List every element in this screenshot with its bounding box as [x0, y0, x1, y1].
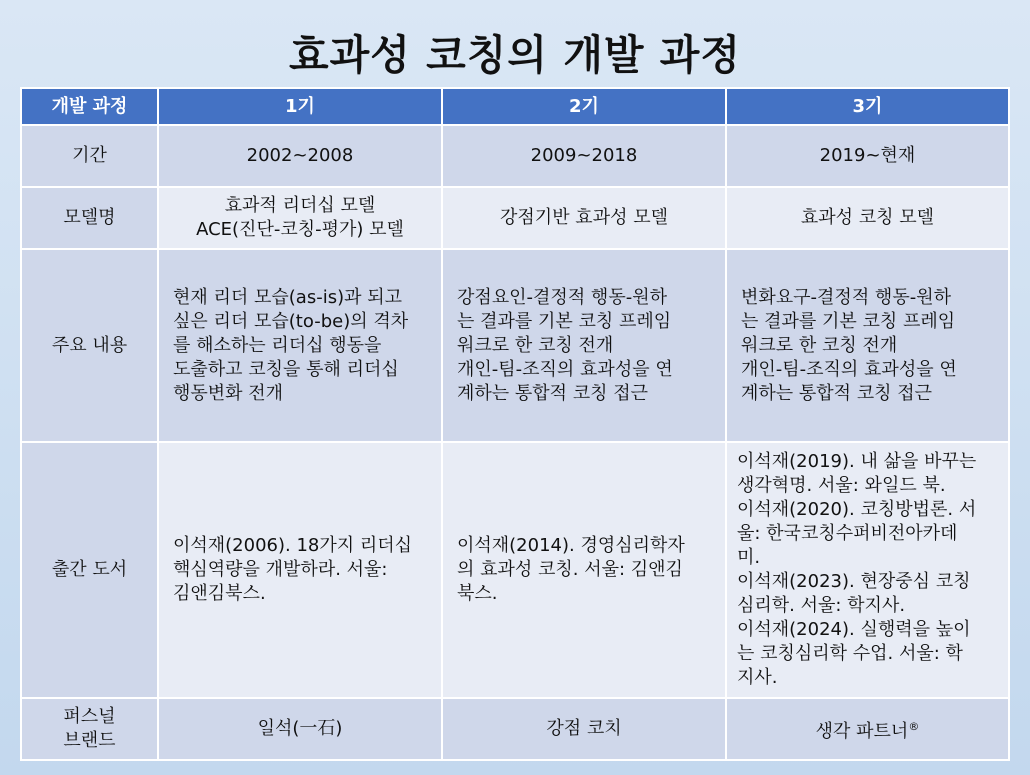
books-phase-2 — [442, 442, 726, 698]
page-title: 효과성 코칭의 개발 과정 — [289, 31, 741, 79]
content-line: 변화요구-결정적 행동-원하 — [741, 286, 951, 308]
model-phase-3: 효과성 코칭 모델 — [726, 187, 1009, 249]
book-line: 핵심역량을 개발하라. 서울: — [173, 559, 388, 580]
brand-phase-3-text: 생각 파트너 — [815, 720, 909, 742]
header-cell-phase-3: 3기 — [726, 88, 1009, 125]
header-cell-process: 개발 과정 — [21, 88, 158, 125]
row-label-books: 출간 도서 — [21, 442, 158, 698]
brand-phase-3 — [726, 698, 1009, 760]
book-line: 북스. — [457, 583, 498, 604]
book-line: 심리학. 서울: 학지사. — [737, 595, 906, 616]
book-line: 이석재(2019). 내 삶을 바꾸는 — [737, 451, 977, 472]
period-row — [21, 125, 1009, 187]
books-phase-3 — [726, 442, 1009, 698]
content-line: 싶은 리더 모습(to-be)의 격차 — [173, 310, 409, 332]
content-phase-1 — [158, 249, 442, 442]
book-line: 이석재(2023). 현장중심 코칭 — [737, 571, 971, 592]
content-line: 워크로 한 코칭 전개 — [741, 334, 898, 356]
content-line: 계하는 통합적 코칭 접근 — [457, 382, 649, 404]
books-phase-1 — [158, 442, 442, 698]
row-label-period: 기간 — [21, 125, 158, 187]
content-line: 행동변화 전개 — [173, 382, 284, 404]
row-label-brand — [21, 698, 158, 760]
row-label-content: 주요 내용 — [21, 249, 158, 442]
brand-phase-1: 일석(一石) — [158, 698, 442, 760]
content-line: 개인-팀-조직의 효과성을 연 — [741, 358, 957, 380]
book-line: 생각혁명. 서울: 와일드 북. — [737, 475, 946, 496]
book-line: 김앤김북스. — [173, 583, 266, 604]
book-line: 이석재(2024). 실행력을 높이 — [737, 619, 971, 640]
content-row — [21, 249, 1009, 442]
book-line: 울: 한국코칭수퍼비전아카데 — [737, 523, 958, 544]
book-line: 의 효과성 코칭. 서울: 김앤김 — [457, 559, 683, 580]
content-line: 개인-팀-조직의 효과성을 연 — [457, 358, 673, 380]
brand-row — [21, 698, 1009, 760]
model-phase-2: 강점기반 효과성 모델 — [442, 187, 726, 249]
model-phase-1-line: 효과적 리더십 모델 — [224, 195, 376, 216]
registered-mark: ® — [908, 719, 920, 733]
content-line: 는 결과를 기본 코칭 프레임 — [457, 310, 672, 332]
book-line: 는 코칭심리학 수업. 서울: 학 — [737, 643, 963, 664]
content-line: 강점요인-결정적 행동-원하 — [457, 286, 667, 308]
period-phase-3: 2019~현재 — [726, 125, 1009, 187]
content-line: 도출하고 코칭을 통해 리더십 — [173, 358, 399, 380]
content-line: 를 해소하는 리더십 행동을 — [173, 334, 382, 356]
model-phase-1 — [158, 187, 442, 249]
books-row — [21, 442, 1009, 698]
book-line: 이석재(2014). 경영심리학자 — [457, 535, 685, 556]
header-cell-phase-1: 1기 — [158, 88, 442, 125]
content-line: 계하는 통합적 코칭 접근 — [741, 382, 933, 404]
model-phase-1-line: ACE(진단-코칭-평가) 모델 — [196, 219, 404, 240]
content-line: 워크로 한 코칭 전개 — [457, 334, 614, 356]
row-label-model: 모델명 — [21, 187, 158, 249]
content-phase-3 — [726, 249, 1009, 442]
content-phase-2 — [442, 249, 726, 442]
book-line: 미. — [737, 547, 761, 568]
book-line: 이석재(2006). 18가지 리더십 — [173, 535, 413, 556]
development-table — [20, 87, 1010, 761]
brand-label-line: 퍼스널 — [63, 706, 116, 727]
model-row — [21, 187, 1009, 249]
book-line: 이석재(2020). 코칭방법론. 서 — [737, 499, 977, 520]
period-phase-1: 2002~2008 — [158, 125, 442, 187]
header-cell-phase-2: 2기 — [442, 88, 726, 125]
brand-phase-2: 강점 코치 — [442, 698, 726, 760]
period-phase-2: 2009~2018 — [442, 125, 726, 187]
header-row — [21, 88, 1009, 125]
content-line: 현재 리더 모습(as-is)과 되고 — [173, 286, 402, 308]
book-line: 지사. — [737, 667, 778, 688]
brand-label-line: 브랜드 — [63, 730, 116, 751]
content-line: 는 결과를 기본 코칭 프레임 — [741, 310, 956, 332]
